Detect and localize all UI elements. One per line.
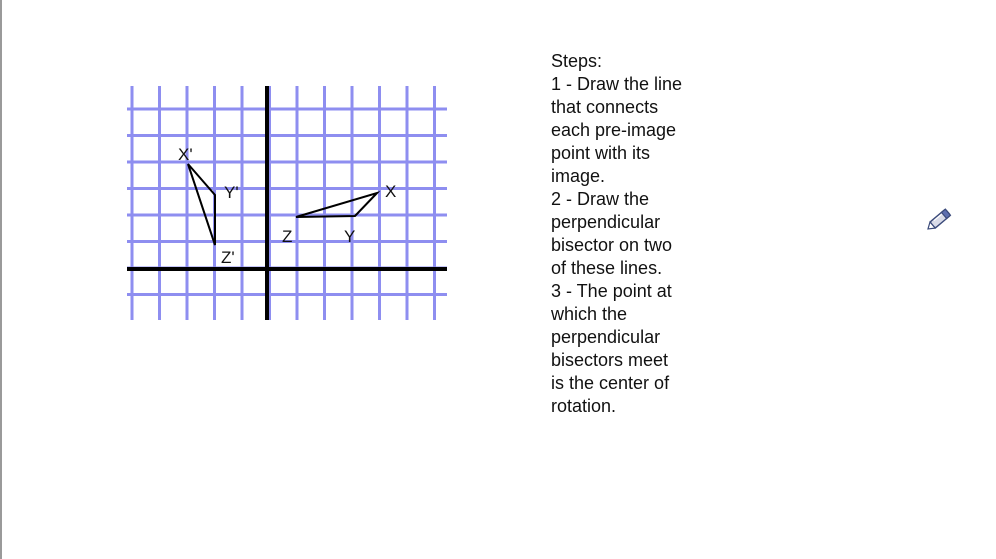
steps-line: bisector on two bbox=[551, 235, 673, 255]
label-z-prime: Z' bbox=[221, 248, 235, 267]
steps-line: Steps: bbox=[551, 51, 603, 71]
image-triangle-xyz-prime bbox=[188, 164, 215, 245]
steps-line: each pre-image bbox=[551, 120, 677, 140]
steps-line: 3 - The point at bbox=[551, 281, 672, 301]
steps-line: which the bbox=[551, 304, 628, 324]
label-x-prime: X' bbox=[178, 145, 193, 164]
steps-line: perpendicular bbox=[551, 212, 661, 232]
label-z: Z bbox=[282, 227, 293, 246]
steps-text bbox=[551, 50, 711, 418]
pre-image-triangle-xyz bbox=[296, 193, 377, 217]
steps-line: point with its bbox=[551, 143, 651, 163]
steps-line: perpendicular bbox=[551, 327, 661, 347]
steps-line: that connects bbox=[551, 97, 659, 117]
steps-line: 1 - Draw the line bbox=[551, 74, 683, 94]
grid-lines bbox=[127, 86, 447, 320]
label-x: X bbox=[385, 182, 397, 201]
steps-line: of these lines. bbox=[551, 258, 663, 278]
steps-line: rotation. bbox=[551, 396, 617, 416]
label-y: Y bbox=[344, 227, 356, 246]
steps-line: 2 - Draw the bbox=[551, 189, 650, 209]
label-y-prime: Y' bbox=[224, 183, 239, 202]
pen-icon[interactable] bbox=[926, 203, 956, 233]
steps-line: is the center of bbox=[551, 373, 670, 393]
steps-line: image. bbox=[551, 166, 606, 186]
steps-line: bisectors meet bbox=[551, 350, 669, 370]
